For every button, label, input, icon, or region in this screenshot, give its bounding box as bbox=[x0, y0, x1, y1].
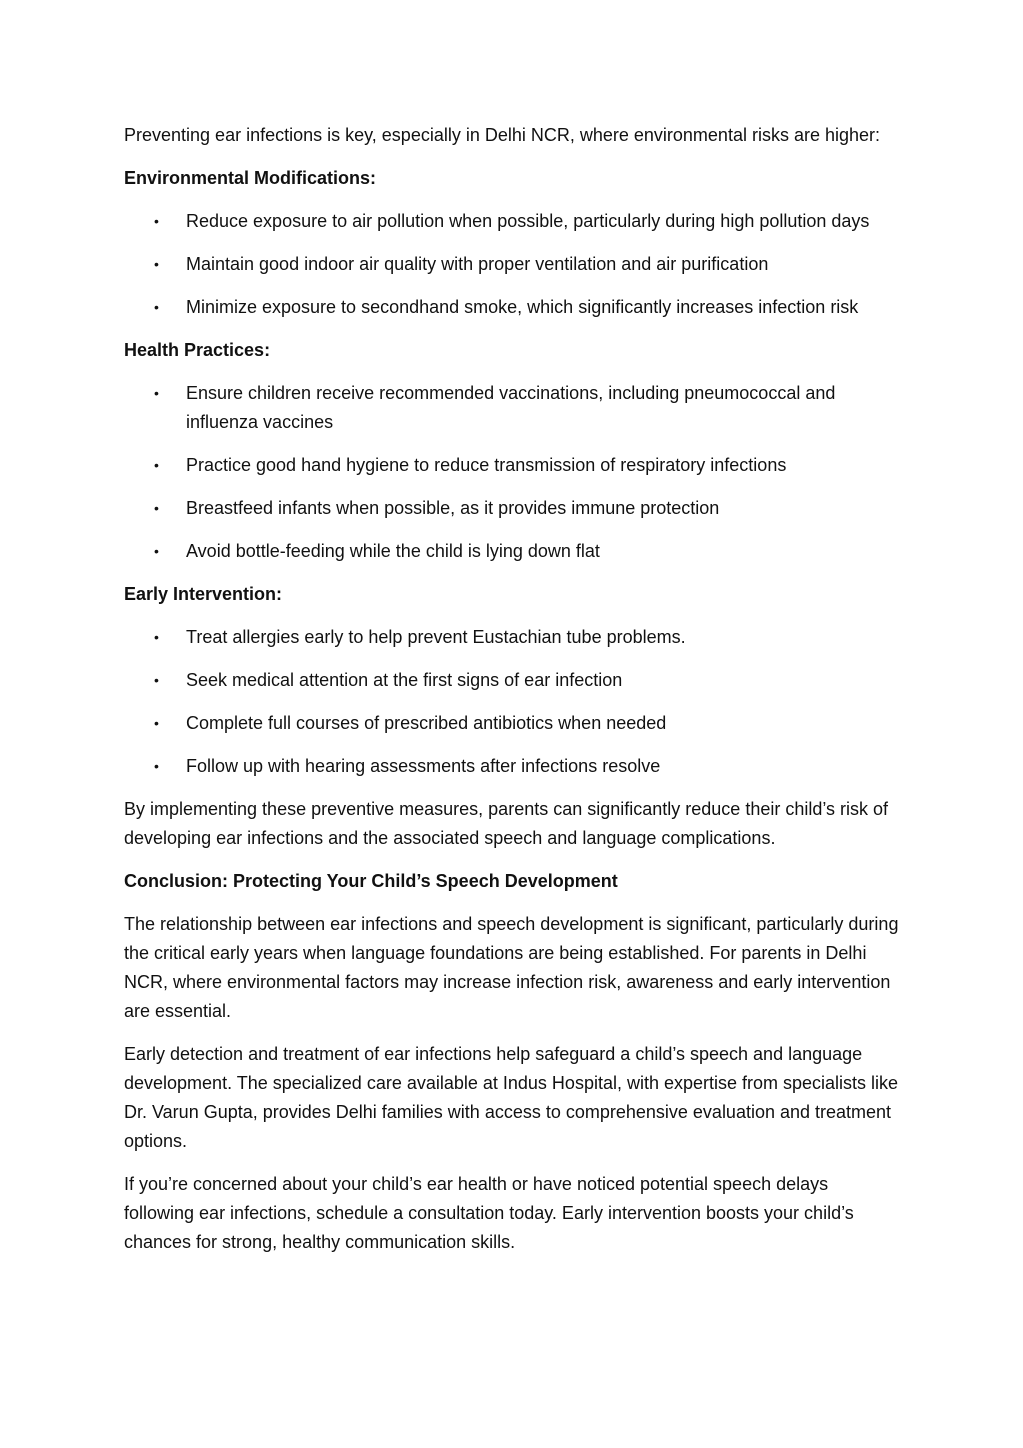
summary-paragraph: By implementing these preventive measures, parents can significantly reduce their child’s risk of developing ear infections and the associated speech and language complications. bbox=[124, 799, 889, 848]
bullet-icon: • bbox=[154, 256, 159, 272]
bullet-icon: • bbox=[154, 543, 159, 559]
list-item: • Treat allergies early to help prevent Eustachian tube problems. bbox=[124, 623, 902, 652]
section-heading-environmental: Environmental Modifications: bbox=[124, 168, 377, 188]
list-item: • Complete full courses of prescribed antibiotics when needed bbox=[124, 709, 902, 738]
bullet-list-environmental bbox=[124, 207, 902, 322]
bullet-list-health bbox=[124, 379, 902, 566]
list-item: • Seek medical attention at the first signs of ear infection bbox=[124, 666, 902, 695]
list-item: • Reduce exposure to air pollution when possible, particularly during high pollution days bbox=[124, 207, 902, 236]
bullet-icon: • bbox=[154, 758, 159, 774]
list-item: • Maintain good indoor air quality with proper ventilation and air purification bbox=[124, 250, 902, 279]
list-item: • Minimize exposure to secondhand smoke, which significantly increases infection risk bbox=[124, 293, 902, 322]
bullet-icon: • bbox=[154, 629, 159, 645]
list-item: • Avoid bottle-feeding while the child is lying down flat bbox=[124, 537, 902, 566]
list-item: • Practice good hand hygiene to reduce transmission of respiratory infections bbox=[124, 451, 902, 480]
list-item: • Follow up with hearing assessments after infections resolve bbox=[124, 752, 902, 781]
bullet-list-early-intervention bbox=[124, 623, 902, 781]
intro-paragraph: Preventing ear infections is key, especially in Delhi NCR, where environmental risks are higher: bbox=[124, 125, 880, 145]
bullet-icon: • bbox=[154, 299, 159, 315]
bullet-icon: • bbox=[154, 500, 159, 516]
section-heading-health: Health Practices: bbox=[124, 340, 271, 360]
conclusion-paragraph: The relationship between ear infections and speech development is significant, particularly during the critical early years when language foundations are being established. For parents in Delhi NCR, where environmental factors may increase infection risk, awareness and early intervention are essential. bbox=[124, 914, 899, 1021]
bullet-icon: • bbox=[154, 672, 159, 688]
document-page bbox=[124, 121, 902, 1271]
conclusion-paragraph: If you’re concerned about your child’s ear health or have noticed potential speech delays following ear infections, schedule a consultation today. Early intervention boosts your child’s chances for strong, healthy communication skills. bbox=[124, 1174, 854, 1252]
bullet-icon: • bbox=[154, 715, 159, 731]
section-heading-early-intervention: Early Intervention: bbox=[124, 584, 283, 604]
conclusion-paragraph: Early detection and treatment of ear infections help safeguard a child’s speech and language development. The specialized care available at Indus Hospital, with expertise from specialists like Dr. Varun Gupta, provides Delhi families with access to comprehensive evaluation and treatment options. bbox=[124, 1044, 899, 1151]
list-item: • Ensure children receive recommended vaccinations, including pneumococcal and influenza vaccines bbox=[124, 379, 902, 437]
bullet-icon: • bbox=[154, 385, 159, 401]
conclusion-heading: Conclusion: Protecting Your Child’s Speech Development bbox=[124, 871, 618, 891]
bullet-icon: • bbox=[154, 457, 159, 473]
list-item: • Breastfeed infants when possible, as it provides immune protection bbox=[124, 494, 902, 523]
bullet-icon: • bbox=[154, 213, 159, 229]
